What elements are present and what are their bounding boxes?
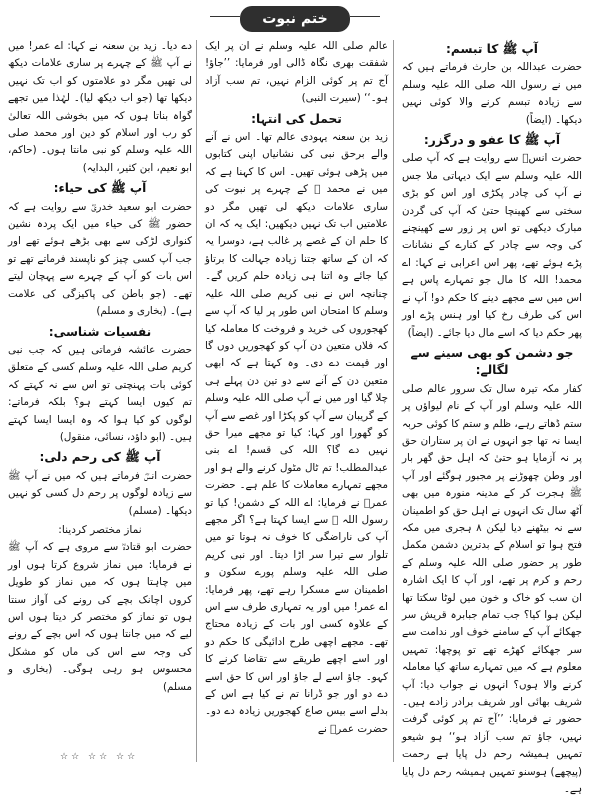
banner-ornament-right — [350, 16, 380, 17]
paragraph: حضرت عائشہ فرماتی ہیں کہ جب نبی کریم صلی اللہ علیہ وسلم کسی کے متعلق کوئی بات پہنچتی تو اس سے نہ کہتے کہ تم کیوں ایسا کہتے ہو؟ بلکہ فرماتے: لوگوں کو کیا ہوا کہ وہ ایسا ایسا کہتے ہیں۔ (ابو داؤد، نسائی، منقول) — [8, 343, 192, 443]
heading-tabassum: آپ ﷺ کا تبسم: — [446, 42, 538, 56]
heading-haya: آپ ﷺ کی حیاء: — [53, 181, 147, 196]
paragraph: کفار مکہ تیرہ سال تک سرور عالم صلی اللہ علیہ وسلم اور آپ کے نام لیواؤں پر ستم ڈھاتے رہے، ظلم و ستم کا کوئی حربہ ایسا نہ تھا جو انہوں نے ان پر ستاران حق پر نہ آزمایا ہو حتیٰ کہ اہل حق گھر بار اور وطن چھوڑنے پر مجبور ہوگئے اور آپ ﷺ ہجرت کر کے مدینہ منورہ میں بھی آٹھ سال تک انہوں نے اہل حق کو اطمینان سے نہ بیٹھنے دیا لیکن ۸ ہجری میں مکہ فتح ہوا تو اسلام کے بدترین دشمن مکمل طور پر حضور صلی اللہ علیہ وسلم کے رحم و کرم پر تھے، اور آپ کا ایک اشارہ ان سب کو خاک و خون میں لوٹا سکتا تھا لیکن ہوا کیا؟ جب تمام جبابرہ قریش سر جھکائے آپ کے سامنے خوف اور ندامت سے سر جھکائے کھڑے تھے تو پوچھا: تمہیں معلوم ہے کہ میں تمہارے ساتھ کیا معاملہ کرنے والا ہوں؟ انہوں نے جواب دیا: آپ شریف بھائی اور شریف برادر زادے ہیں۔ حضور نے فرمایا: ’’آج تم پر کوئی گرفت نہیں، جاؤ تم سب آزاد ہو‘‘ ہو شیعو تمہیں ہمیشہ رحم دل پایا ہے رحمت (پیچھے) ہوسنو تمہیں ہمیشہ رحم دل پایا ہے۔ — [402, 382, 582, 796]
column-right — [402, 38, 582, 796]
column-divider — [196, 40, 197, 762]
heading-tahammul: تحمل کی انتہا: — [251, 111, 342, 126]
banner-ornament-left — [210, 16, 240, 17]
heading-dushman: جو دشمن کو بھی سینے سے لگالے: — [410, 345, 574, 378]
column-divider — [393, 40, 394, 762]
paragraph: دے دیا۔ زید بن سعنہ نے کہا: اے عمر! میں نے آپ ﷺ کے چہرے پر ساری علامات دیکھ لی تھیں مگر دو علامتوں کو اب تک نہیں دیکھا تھا (جو اب دیکھ لیا)۔ لہٰذا میں تجھے گواہ بناتا ہوں کہ میں بخوشی اللہ تعالیٰ کو رب اور اسلام کو دین اور محمد صلی اللہ علیہ وسلم کو نبی مانتا ہوں۔ (حاکم، ابو نعیم، ابن کثیر، البدایہ) — [8, 40, 192, 174]
subheading-namaz: نماز مختصر کردینا: — [58, 523, 142, 536]
stars-ornament: ☆☆ ☆☆ ☆☆ — [60, 752, 139, 762]
heading-rahmdili: آپ ﷺ کی رحم دلی: — [39, 450, 161, 465]
paragraph: حضرت انسؓ سے روایت ہے کہ آپ صلی اللہ علیہ وسلم سے ایک دیہاتی ملا جس نے آپ کی چادر پکڑی اور اس کو بڑی سختی سے کھینچا حتیٰ کہ آپ کی گردن مبارک دیکھی تو اس پر زور سے کھینچنے کی وجہ سے چادر کے کنارے کے نشانات پڑے ہوئے تھے، پھر اس اعرابی نے کہا: اے محمد! اللہ کا مال جو تمہارے پاس ہے اس میں سے مجھے دینے کا حکم دو! آپ نے اس کی طرف رخ کیا اور ہنس پڑے اور پھر حکم دیا کہ اسے مال دیا جائے۔ (ایضاً) — [402, 152, 582, 339]
heading-nafsiyat: نفسیات شناسی: — [48, 324, 152, 339]
column-middle — [205, 38, 388, 766]
section-banner: ختم نبوت — [240, 6, 350, 32]
paragraph: عالم صلی اللہ علیہ وسلم نے ان پر ایک شفقت بھری نگاہ ڈالی اور فرمایا: ’’جاؤ! آج تم پر کوئی الزام نہیں، تم سب آزاد ہو۔‘‘ (سیرت النبی) — [205, 40, 388, 105]
paragraph: زید بن سعنہ یہودی عالم تھا۔ اس نے آنے والے برحق نبی کی نشانیاں اپنی کتابوں میں پڑھی ہوئی تھیں۔ اس کا کہنا ہے کہ میں نے محمد ﷺ کے چہرے پر نبوت کی ساری علامات دیکھ لی تھیں مگر دو علامتیں اب تک نہیں دیکھیں: ایک یہ کہ ان کا حلم ان کے غصے پر غالب ہے، دوسرا یہ کہ ان کے ساتھ جتنا زیادہ جہالت کا برتاؤ کیا جائے وہ اتنا ہی زیادہ حلم کریں گے۔ چنانچہ اس نے نبی کریم صلی اللہ علیہ وسلم کا امتحان اس طور پر لیا کہ آپ سے کھجوروں کی خرید و فروخت کا معاملہ کیا کہ فلاں متعین دن آپ کو کھجوریں دوں گا اور قیمت دے دی۔ وہ کہتا ہے کہ ابھی متعین دن کے آنے سے دو تین دن پہلے ہی چلا گیا اور میں نے آپ صلی اللہ علیہ وسلم کے گریبان سے آپ کو پکڑا اور غصے سے آپ کو گھورا اور کہا: کیا تو مجھے میرا حق نہیں دے گا؟ اللہ کی قسم! اے بنی عبدالمطلب! تم ٹال مٹول کرنے والے ہو اور مجھے تمہارے معاملات کا علم ہے۔ حضرت عمرؓ نے فرمایا: اے اللہ کے دشمن! کیا تو رسول اللہ ﷺ سے ایسا کہتا ہے؟ اگر مجھے آپ کی ناراضگی کا خوف نہ ہوتا تو میں تلوار سے تیرا سر اڑا دیتا۔ اور نبی کریم صلی اللہ علیہ وسلم پورے سکون و اطمینان سے مسکرا رہے تھے، پھر فرمایا: اے عمر! میں اور یہ تمہاری طرف سے اس کے علاوہ کسی اور بات کے زیادہ محتاج تھے۔ مجھے اچھی طرح ادائیگی کا حکم دو اور اسے اچھے طریقے سے تقاضا کرنے کا کہو۔ جاؤ اسے لے جاؤ اور اس کا حق اسے دے دو اور جو ڈرانا تم نے کیا ہے اس کے بدلے اسے بیس صاع کھجوریں زیادہ دے دو۔ حضرت عمرؓ نے — [205, 131, 388, 735]
paragraph: حضرت انسؓ فرماتے ہیں کہ میں نے آپ ﷺ سے زیادہ لوگوں پر رحم دل کسی کو نہیں دیکھا۔ (مسلم) — [8, 469, 192, 517]
paragraph: حضرت عبداللہ بن حارث فرماتے ہیں کہ میں نے رسول اللہ صلی اللہ علیہ وسلم سے زیادہ تبسم کرنے والا کوئی نہیں دیکھا۔ (ایضاً) — [402, 61, 582, 126]
paragraph: حضرت ابو قتادہؓ سے مروی ہے کہ آپ ﷺ نے فرمایا: میں نماز شروع کرتا ہوں اور میں چاہتا ہوں کہ میں نماز کو طویل کروں اچانک بچے کی رونے کی آواز سنتا ہوں تو نماز کو مختصر کر دیتا ہوں اس لیے کہ میں جانتا ہوں کہ اس بچے کے رونے کی وجہ سے اس کی ماں کو مشکل محسوس ہو رہی ہوگی۔ (بخاری و مسلم) — [8, 541, 192, 693]
heading-afw: آپ ﷺ کا عفو و درگزر: — [423, 133, 561, 148]
column-left — [8, 38, 192, 766]
paragraph: حضرت ابو سعید خدریؓ سے روایت ہے کہ حضور ﷺ کی حیاء میں ایک پردہ نشین کنواری لڑکی سے بھی بڑھے ہوئے تھے اور جب آپ کسی چیز کو ناپسند فرماتے تھے تو اس بات کو آپ کے چہرے سے پہچان لیتے تھے۔ (جو باطن کی پاکیزگی کی علامت ہے)۔ (بخاری و مسلم) — [8, 200, 192, 318]
